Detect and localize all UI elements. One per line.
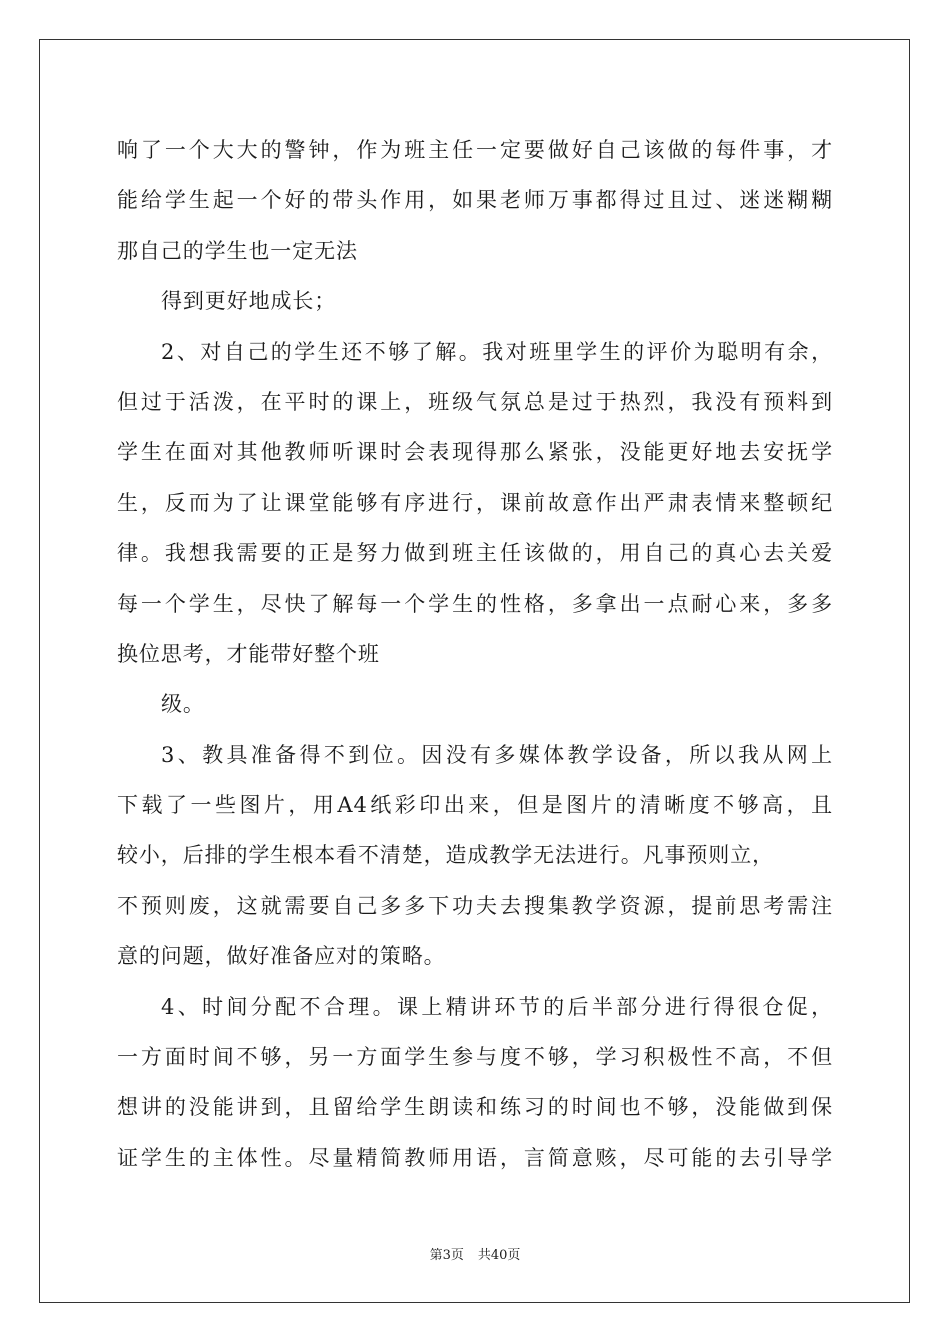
text-line: 响了一个大大的警钟，作为班主任一定要做好自己该做的每件事，才 — [117, 138, 833, 162]
text-line: 那自己的学生也一定无法 — [117, 238, 358, 263]
text-line: 生，反而为了让课堂能够有序进行，课前故意作出严肃表情来整顿纪 — [117, 490, 833, 515]
page-footer — [0, 1244, 950, 1263]
text-line: 证学生的主体性。尽量精简教师用语，言简意赅，尽可能的去引导学 — [117, 1145, 833, 1170]
text-line: 每一个学生，尽快了解每一个学生的性格，多拿出一点耐心来，多多 — [117, 591, 833, 616]
text-line: 不预则废，这就需要自己多多下功夫去搜集教学资源，提前思考需注 — [117, 893, 833, 918]
text-line: 想讲的没能讲到，且留给学生朗读和练习的时间也不够，没能做到保 — [117, 1095, 833, 1120]
text-line: 但过于活泼，在平时的课上，班级气氛总是过于热烈，我没有预料到 — [117, 389, 833, 414]
text-line: 2、对自己的学生还不够了解。我对班里学生的评价为聪明有余， — [161, 339, 833, 364]
text-line: 3、教具准备得不到位。因没有多媒体教学设备，所以我从网上 — [161, 742, 833, 767]
text-line: 换位思考，才能带好整个班 — [117, 641, 380, 666]
text-line: 得到更好地成长； — [161, 289, 337, 314]
page-number: 第3页 — [429, 1248, 464, 1263]
text-line: 级。 — [161, 692, 205, 717]
text-line: 能给学生起一个好的带头作用，如果老师万事都得过且过、迷迷糊糊 — [117, 188, 833, 213]
document-body — [117, 130, 833, 1188]
page-total: 共40页 — [477, 1248, 521, 1263]
text-line: 学生在面对其他教师听课时会表现得那么紧张，没能更好地去安抚学 — [117, 440, 833, 465]
text-line: 下载了一些图片，用A4纸彩印出来，但是图片的清晰度不够高，且 — [117, 793, 833, 818]
text-line: 较小，后排的学生根本看不清楚，造成教学无法进行。凡事预则立， — [117, 843, 774, 868]
text-line: 律。我想我需要的正是努力做到班主任该做的，用自己的真心去关爱 — [117, 541, 833, 566]
text-line: 一方面时间不够，另一方面学生参与度不够，学习积极性不高，不但 — [117, 1045, 833, 1070]
text-line: 意的问题，做好准备应对的策略。 — [117, 944, 446, 969]
text-line: 4、时间分配不合理。课上精讲环节的后半部分进行得很仓促， — [161, 994, 833, 1019]
